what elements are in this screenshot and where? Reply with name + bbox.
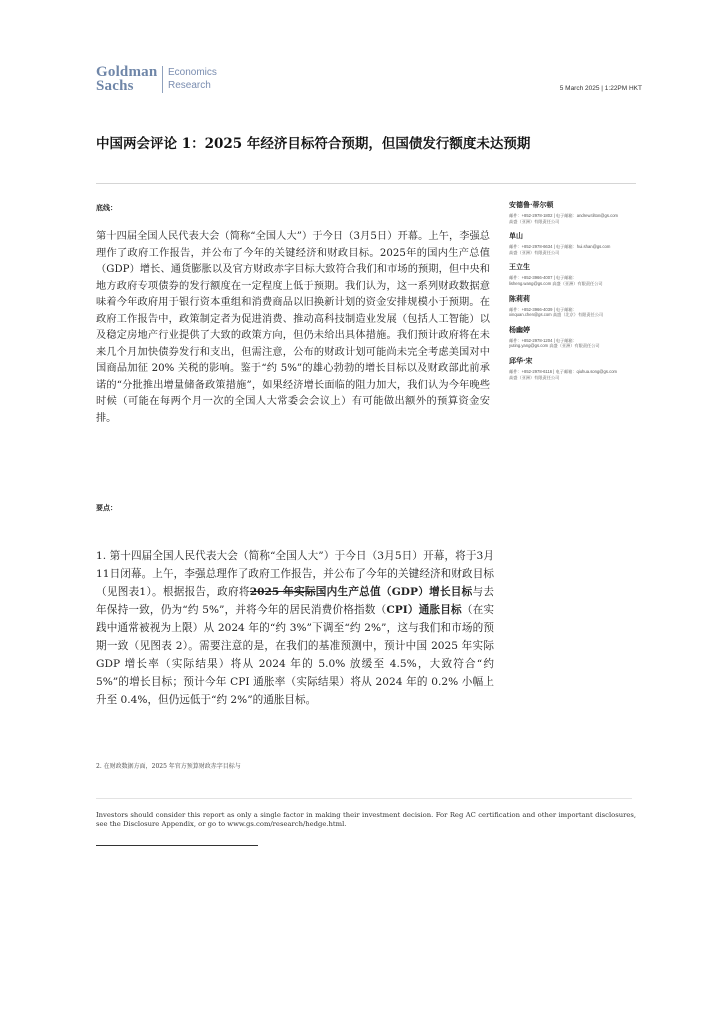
author-contact: 邮件：+852-2978-6116 | 电子邮箱：qiuhua.song@gs.com [509,368,618,374]
report-title: 中国两会评论 1：2025 年经济目标符合预期，但国债发行额度未达预期 [96,136,531,152]
goldman-sachs-logo [96,64,236,96]
key-point-2-preview: 2. 在财政数据方面，2025 年官方预算财政赤字目标与 [96,763,241,770]
author-contact: 邮件：+852-3966-4039 | 电子邮箱： [509,306,577,312]
author-block [509,262,627,286]
bottom-line-label: 底线： [96,203,117,212]
authors-sidebar [509,200,627,387]
author-block [509,356,627,380]
author-affiliation: lisheng.wang@gs.com 高盛（亚洲）有限责任公司 [509,280,603,286]
disclosure-notice: Investors should consider this report as only a single factor in making their investment decision. For Reg AC certification and other important disclosures, see the Disclosure Appendix, or go to www.gs.com/research/hedge.html. [96,811,636,828]
kp1-part-b: 与去年保持一致，仍为“约 5%”，并将今年的居民消费价格指数（ [96,586,494,616]
author-name: 单山 [509,231,523,241]
author-block [509,294,627,318]
author-contact: 邮件：+852-2978-1204 | 电子邮箱： [509,337,577,343]
footnote-divider [96,845,258,846]
summary-paragraph [96,229,490,427]
author-name: 王立生 [509,262,530,272]
footer-divider [96,798,632,799]
logo-sachs-word: Sachs [96,78,134,94]
author-affiliation: xinquan.chen@gs.com 高盛（北京）有限责任公司 [509,312,604,318]
report-dateline: 5 March 2025 | 1:22PM HKT [559,85,642,92]
author-name: 陈莉莉 [509,293,530,303]
author-contact: 邮件：+852-2978-1802 | 电子邮箱：andrew.tilton@gs.com [509,213,619,218]
author-affiliation: 高盛（亚洲）有限责任公司 [509,218,560,224]
author-affiliation: 高盛（亚洲）有限责任公司 [509,374,560,380]
kp1-struck-text: 2025 年实际 [249,586,316,598]
key-point-1-text [96,547,494,709]
kp1-bold-cpi: CPI）通胀目标 [386,604,462,616]
logo-economics-tag: Economics [168,67,217,78]
author-contact: 邮件：+852-2978-6634 | 电子邮箱：hui.shan@gs.com [509,244,611,250]
author-affiliation: yuting.yang@gs.com 高盛（亚洲）有限责任公司 [509,343,600,349]
author-affiliation: 高盛（亚洲）有限责任公司 [509,249,560,255]
kp1-bold-gdp: 国内生产总值（GDP）增长目标 [315,586,473,598]
key-points-label: 要点： [96,503,117,512]
logo-research-tag: Research [168,80,211,91]
author-name: 安德鲁·蒂尔顿 [509,200,554,209]
author-block [509,325,627,349]
key-point-1 [96,547,494,709]
kp1-part-c: （在实践中通常被视为上限）从 2024 年的“约 3%”下调至“约 2%”，这与我们和市场的预期一致（见图表 2）。需要注意的是，在我们的基准预测中，预计中国 2025 年实际 GDP 增长率（实际结果）将从 2024 年的 5.0% 放缓至 4.5%，大致符合“约 5%”的增长目标；预计今年 CPI 通胀率（实际结果）将从 2024 年的 0.2% 小幅上升至 0.4%，但仍远低于“约 2%”的通胀目标。 [96,604,495,706]
logo-goldman-word: Goldman [96,64,158,80]
summary-text: 第十四届全国人民代表大会（简称“全国人大”）于今日（3月5日）开幕。上午，李强总理作了政府工作报告，并公布了今年的关键经济和财政目标。2025年的国内生产总值（GDP）增长、通货膨胀以及官方财政赤字目标大致符合我们和市场的预期，但中央和地方政府专项债券的发行额度在一定程度上低于预期。我们认为，这一系列财政数据意味着今年政府用于银行资本重组和消费商品以旧换新计划的资金安排规模小于预期。在政府工作报告中，政策制定者为促进消费、推动高科技制造业发展（包括人工智能）以及稳定房地产行业提供了大致的政策方向，但仍未给出具体措施。我们预计政府将在未来几个月加快债券发行和支出，但需注意，公布的财政计划可能尚未完全考虑美国对中国商品加征 20% 关税的影响。鉴于“约 5%”的雄心勃勃的增长目标以及财政部此前承诺的“分批推出增量储备政策措施”，如果经济增长面临的阻力加大，我们认为今年晚些时候（可能在每两个月一次的全国人大常委会会议上）有可能做出额外的预算资金安排。 [96,231,490,424]
author-name: 邱华·宋 [509,355,533,365]
author-contact: 邮件：+852-3966-4007 | 电子邮箱： [509,275,577,281]
logo-divider [162,66,163,93]
author-block [509,231,627,255]
author-name: 杨幽婷 [509,324,530,334]
title-divider [96,183,636,184]
kp1-part-a: 1. 第十四届全国人民代表大会（简称“全国人大”）于今日（3月5日）开幕，将于3月11日闭幕。上午，李强总理作了政府工作报告，并公布了今年的关键经济和财政目标（见图表1）。根据报告，政府将 [96,550,494,598]
author-block [509,200,627,224]
